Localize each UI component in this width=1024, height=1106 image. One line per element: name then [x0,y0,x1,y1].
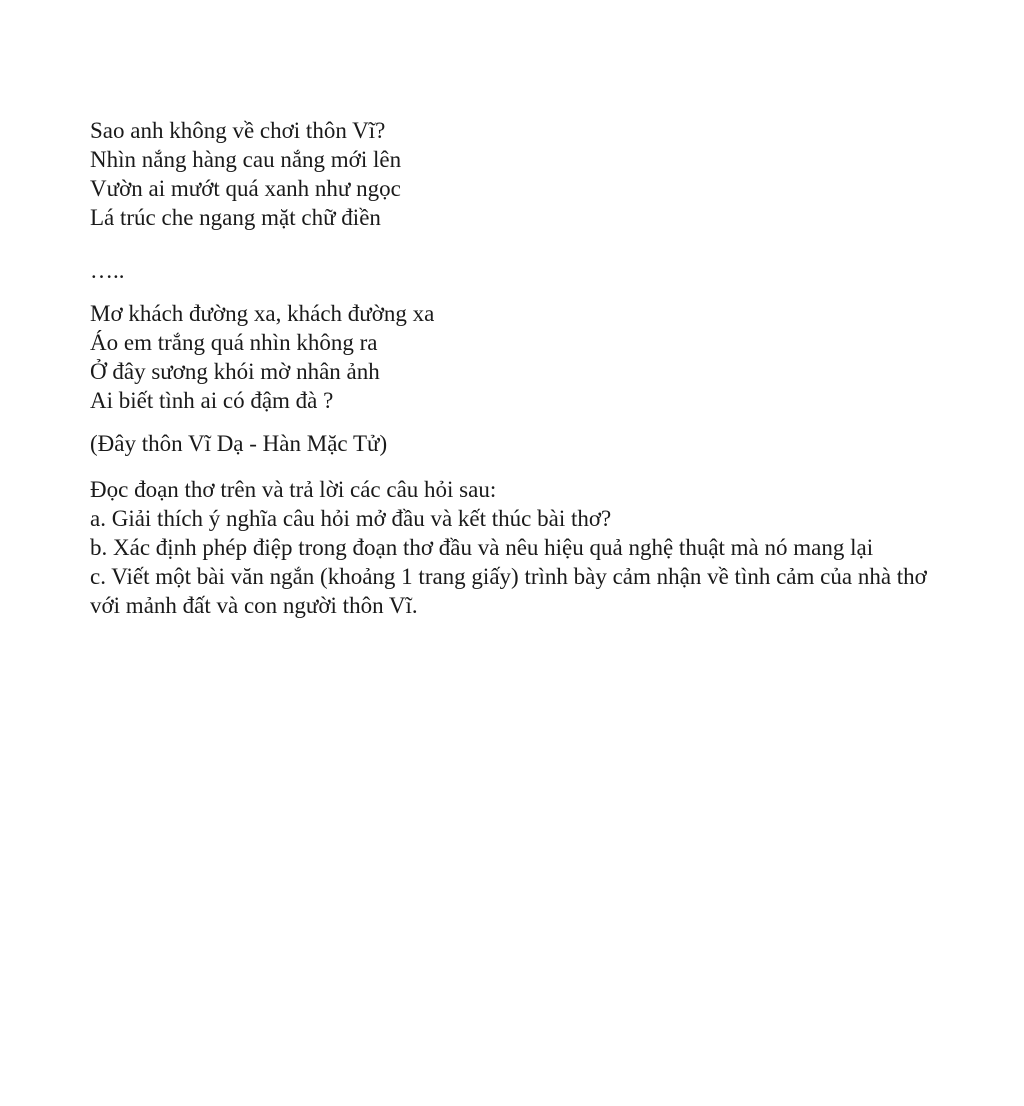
poem-line: Ở đây sương khói mờ nhân ảnh [90,359,380,384]
poem-line: Áo em trắng quá nhìn không ra [90,330,378,355]
poem-line: Mơ khách đường xa, khách đường xa [90,301,435,326]
question-a: a. Giải thích ý nghĩa câu hỏi mở đầu và kết thúc bài thơ? [90,506,612,531]
poem-line: Nhìn nắng hàng cau nắng mới lên [90,147,402,172]
question-b: b. Xác định phép điệp trong đoạn thơ đầu và nêu hiệu quả nghệ thuật mà nó mang lại [90,535,874,560]
poem-stanza-2 [90,299,950,415]
document-page [90,116,950,620]
question-c: c. Viết một bài văn ngắn (khoảng 1 trang giấy) trình bày cảm nhận về tình cảm của nhà thơ với mảnh đất và con người thôn Vĩ. [90,564,927,618]
questions-intro: Đọc đoạn thơ trên và trả lời các câu hỏi sau: [90,477,497,502]
poem-citation: (Đây thôn Vĩ Dạ - Hàn Mặc Tử) [90,431,388,456]
questions-section [90,475,950,620]
poem-line: Ai biết tình ai có đậm đà ? [90,388,334,413]
poem-ellipsis: ….. [90,258,125,283]
poem-line: Sao anh không về chơi thôn Vĩ? [90,118,386,143]
poem-stanza-1 [90,116,950,232]
poem-line: Vườn ai mướt quá xanh như ngọc [90,176,401,201]
poem-line: Lá trúc che ngang mặt chữ điền [90,205,381,230]
